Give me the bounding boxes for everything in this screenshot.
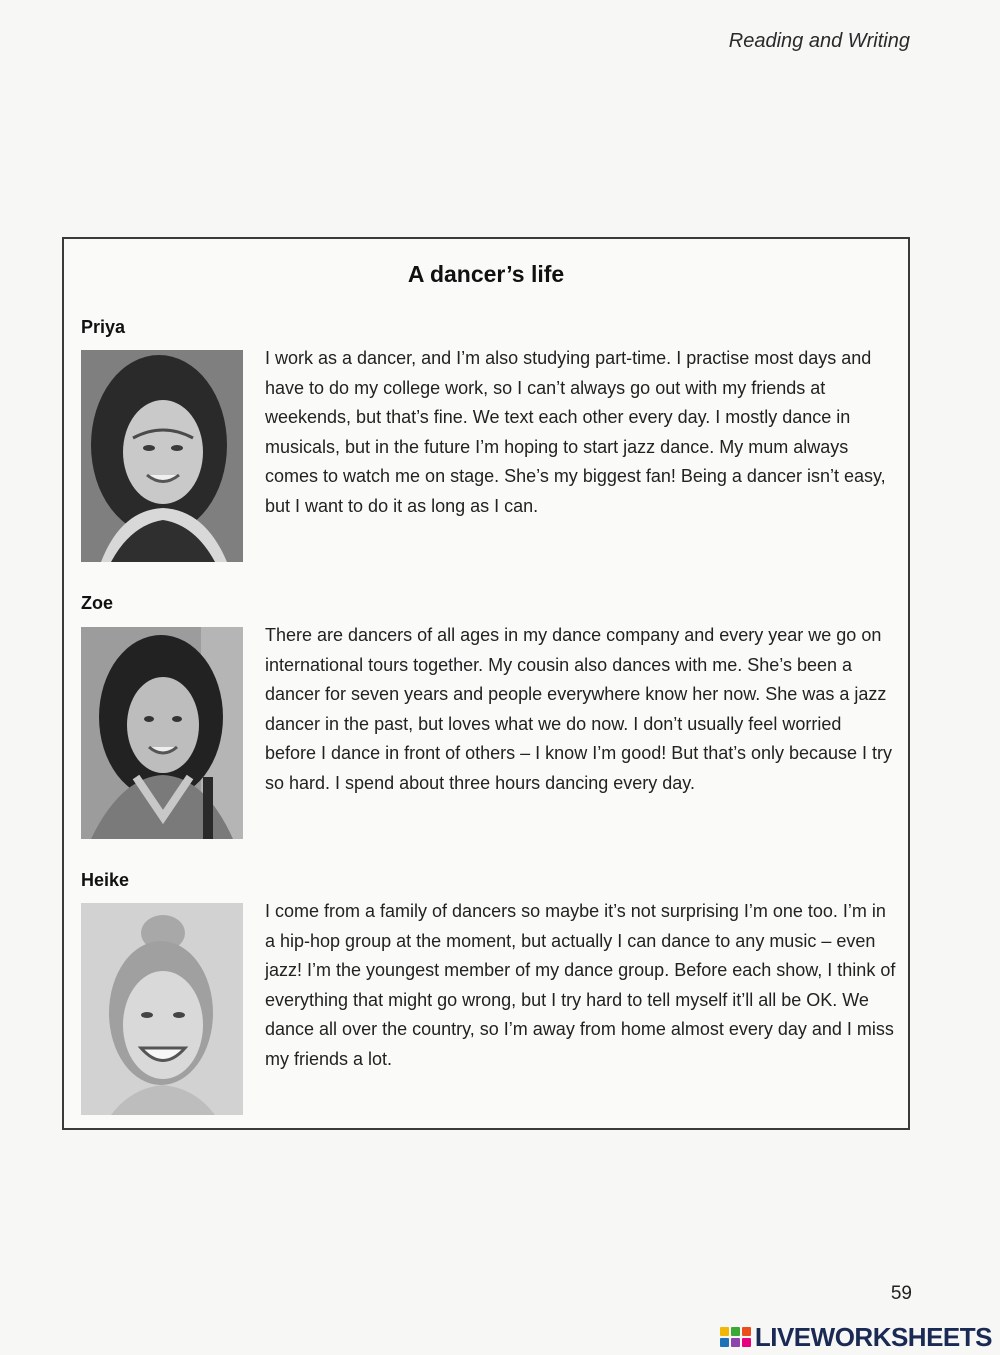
- profile-photo-priya: [81, 350, 243, 562]
- logo-square-5: [731, 1338, 740, 1347]
- article-box: [62, 237, 910, 1130]
- profile-name-zoe: Zoe: [81, 593, 114, 613]
- logo-square-6: [742, 1338, 751, 1347]
- logo-square-3: [742, 1327, 751, 1336]
- portrait-image: [81, 903, 243, 1115]
- profile-photo-zoe: [81, 627, 243, 839]
- brand-name: LIVEWORKSHEETS: [754, 1321, 992, 1352]
- profile-text-heike: I come from a family of dancers so maybe it’s not surprising I’m one too. I’m in a hip-hop group at the moment, but actually I can dance to any music – even jazz! I’m the youngest member of my dance group. Before each show, I think of everything that might go wrong, but I try hard to tell myself it’ll all be OK. We dance all over the country, so I’m away from home almost every day and I miss my friends a lot.: [265, 901, 896, 1069]
- liveworksheets-brand[interactable]: [720, 1322, 992, 1352]
- profile-name-priya: Priya: [81, 317, 126, 337]
- profile-text-priya: I work as a dancer, and I’m also studying part-time. I practise most days and have to do my college work, so I can’t always go out with my friends at weekends, but that’s fine. We text each other every day. I mostly dance in musicals, but in the future I’m hoping to start jazz dance. My mum always comes to watch me on stage. She’s my biggest fan! Being a dancer isn’t easy, but I want to do it as long as I can.: [265, 348, 886, 516]
- page-header-title: Reading and Writing: [728, 30, 910, 52]
- profile-photo-heike: [81, 903, 243, 1115]
- profile-text-zoe: There are dancers of all ages in my dance company and every year we go on international tours together. My cousin also dances with me. She’s been a dancer for seven years and people everywhere know her now. She was a jazz dancer in the past, but loves what we do now. I don’t usually feel worried before I dance in front of others – I know I’m good! But that’s only because I try so hard. I spend about three hours dancing every day.: [265, 625, 893, 793]
- page-number: 59: [890, 1283, 912, 1304]
- portrait-image: [81, 350, 243, 562]
- article-title: A dancer’s life: [407, 261, 565, 287]
- logo-square-4: [720, 1338, 729, 1347]
- profile-name-heike: Heike: [81, 870, 130, 890]
- logo-square-2: [731, 1327, 740, 1336]
- portrait-image: [81, 627, 243, 839]
- liveworksheets-logo-icon: [720, 1327, 751, 1347]
- logo-square-1: [720, 1327, 729, 1336]
